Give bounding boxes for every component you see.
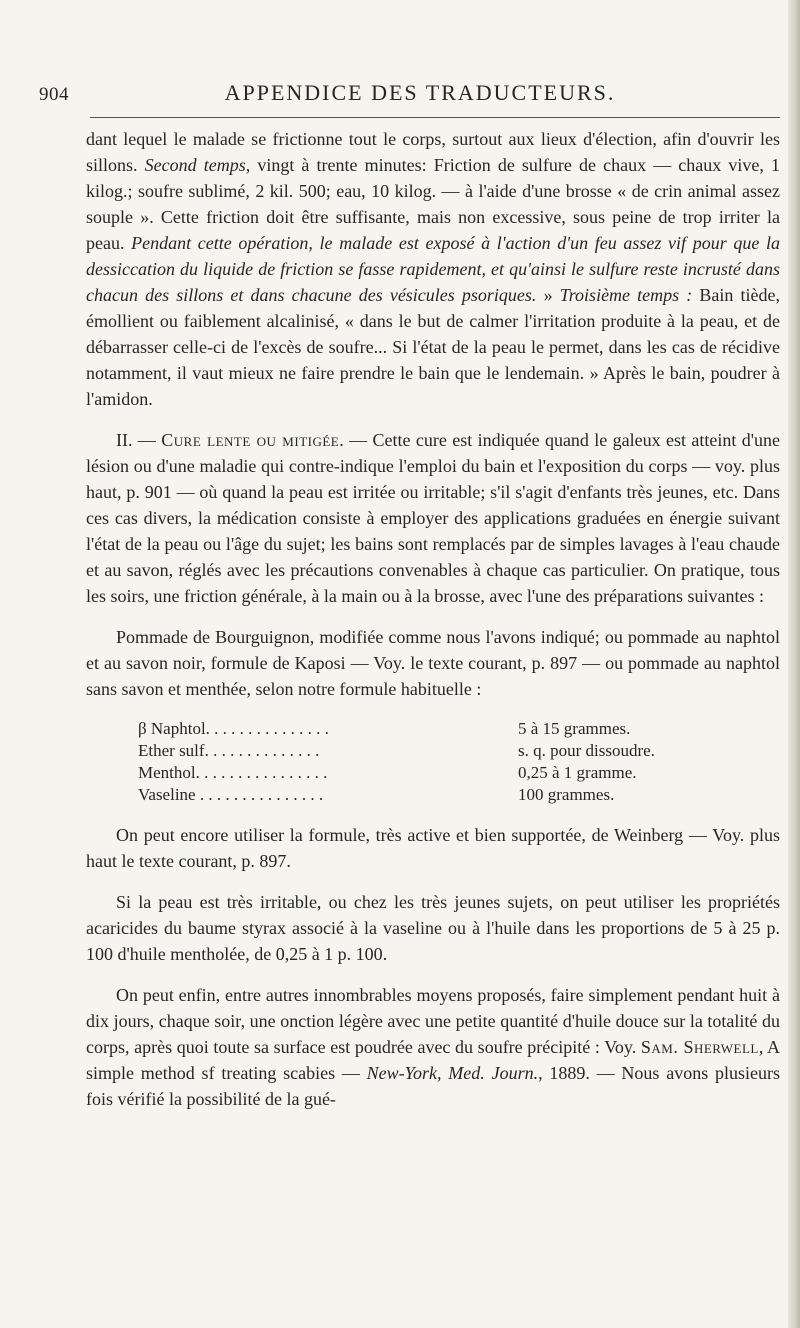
recipe-table xyxy=(138,718,738,806)
text-run: Bain tiède, émollient ou faiblement alcalinisé, « dans le but de calmer l'irritation produite à la peau, et de débarrasser celle-ci de l'excès de soufre... Si l'état de la peau le permet, dans les cas de récidive notamment, il vaut mieux ne faire prendre le bain que le lendemain. » Après le bain, poudrer à l'amidon. xyxy=(86,285,781,409)
running-head xyxy=(0,80,800,110)
text-run: , 1889. — Nous avons plusieurs fois vérifié la possibilité de la gué- xyxy=(86,1063,781,1109)
section-heading: Cure lente ou mitigée xyxy=(161,430,340,450)
recipe-row xyxy=(138,718,738,740)
paragraph-6 xyxy=(86,982,780,1112)
paragraph-1 xyxy=(86,126,780,412)
quantity: 5 à 15 grammes. xyxy=(518,719,631,738)
paragraph-3: Pommade de Bourguignon, modifiée comme nous l'avons indiqué; ou pommade au naphtol et au savon noir, formule de Kaposi — Voy. le texte courant, p. 897 — ou pommade au naphtol sans savon et menthée, selon notre formule habituelle : xyxy=(86,627,780,699)
text-run: , vingt à trente minutes: Friction de sulfure de chaux — chaux vive, 1 kilog.; soufre sublimé, 2 kil. 500; eau, 10 kilog. — à l'aide d'une brosse « de crin animal assez souple ». Cette friction doit être suffisante, mais non excessive, sous peine de trop irriter la peau. xyxy=(86,155,780,253)
italic-run: Pendant cette opération, le malade est exposé à l'action d'un feu assez vif pour que la dessiccation du liquide de friction se fasse rapidement, et qu'ainsi le sulfure reste incrusté dans chacun des sillons et dans chacune des vésicules psoriques. xyxy=(86,233,780,305)
ingredient: Menthol. . . . . . . . . . . . . . . . xyxy=(138,763,328,782)
quantity: 0,25 à 1 gramme. xyxy=(518,763,637,782)
quantity: 100 grammes. xyxy=(518,785,615,804)
recipe-row xyxy=(138,784,738,806)
ingredient: β Naphtol. . . . . . . . . . . . . . . xyxy=(138,719,329,738)
text-run: , A simple method sf treating scabies — xyxy=(86,1037,780,1083)
quantity: s. q. pour dissoudre. xyxy=(518,741,655,760)
italic-run: Second temps xyxy=(144,155,246,175)
ingredient: Vaseline . . . . . . . . . . . . . . . xyxy=(138,785,324,804)
journal-name: New-York, Med. Journ. xyxy=(366,1063,539,1083)
paragraph-2 xyxy=(86,427,780,609)
text-run: dant lequel le malade se frictionne tout le corps, surtout aux lieux d'élection, afin d'ouvrir les sillons. xyxy=(86,129,780,175)
recipe-row xyxy=(138,762,738,784)
body-text xyxy=(86,126,780,1112)
header-rule xyxy=(90,117,780,118)
paragraph-4: On peut encore utiliser la formule, très active et bien supportée, de Weinberg — Voy. plus haut le texte courant, p. 897. xyxy=(86,825,780,871)
italic-run: Troisième temps : xyxy=(559,285,693,305)
text-run: » xyxy=(536,285,560,305)
section-number: II. — xyxy=(116,430,162,450)
page-number: 904 xyxy=(39,84,69,105)
paragraph-5: Si la peau est très irritable, ou chez les très jeunes sujets, on peut utiliser les propriétés acaricides du baume styrax associé à la vaseline ou à l'huile dans les proportions de 5 à 25 p. 100 d'huile mentholée, de 0,25 à 1 p. 100. xyxy=(86,892,780,964)
header-title: APPENDICE DES TRADUCTEURS. xyxy=(224,80,616,105)
recipe-row xyxy=(138,740,738,762)
author-name: Sam. Sherwell xyxy=(640,1037,759,1057)
ingredient: Ether sulf. . . . . . . . . . . . . . xyxy=(138,741,320,760)
page-edge xyxy=(788,0,800,1328)
text-run: . — Cette cure est indiquée quand le galeux est atteint d'une lésion ou d'une maladie qui contre-indique l'emploi du bain et l'exposition du corps — voy. plus haut, p. 901 — où quand la peau est irritée ou irritable; s'il s'agit d'enfants très jeunes, etc. Dans ces cas divers, la médication consiste à employer des applications graduées en énergie suivant l'état de la peau ou l'âge du sujet; les bains sont remplacés par de simples lavages à l'eau chaude et au savon, réglés avec les précautions convenables à chaque cas particulier. On pratique, tous les soirs, une friction générale, à la main ou à la brosse, avec l'une des préparations suivantes : xyxy=(86,430,780,606)
text-run: On peut enfin, entre autres innombrables moyens proposés, faire simplement pendant huit à dix jours, chaque soir, une onction légère avec une petite quantité d'huile douce sur la totalité du corps, après quoi toute sa surface est poudrée avec du soufre précipité : Voy. xyxy=(86,985,780,1057)
